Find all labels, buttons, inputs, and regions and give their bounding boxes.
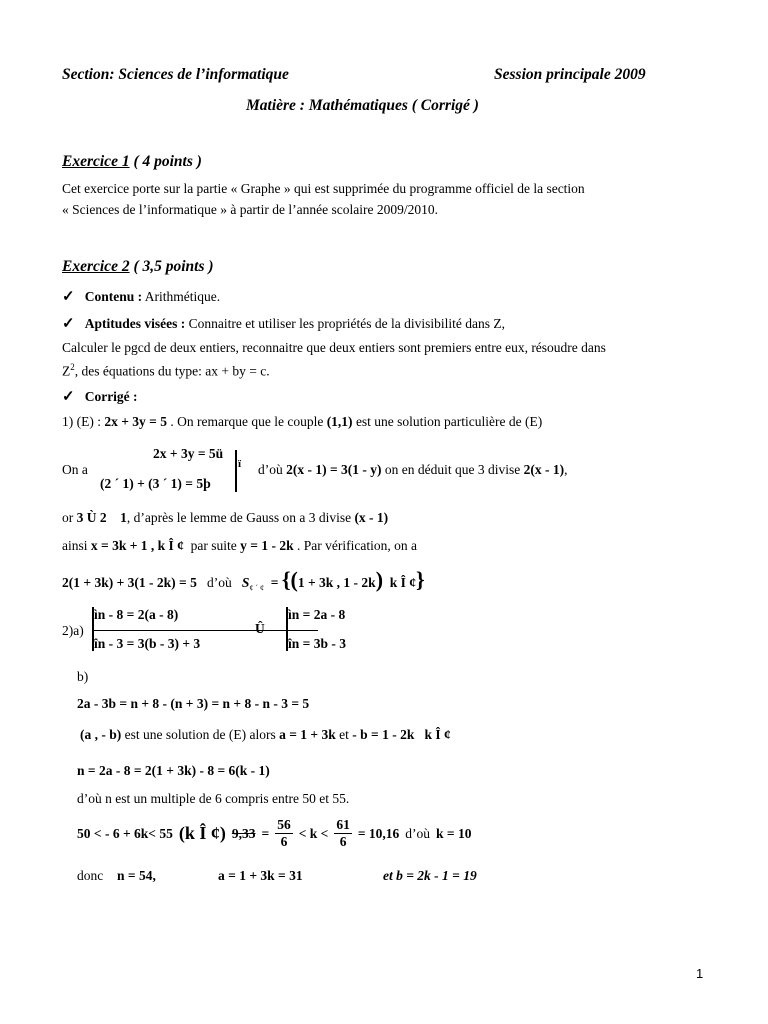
b-k: k Î ¢: [424, 727, 451, 742]
ex2-heading: [62, 258, 214, 276]
donc-label: donc: [77, 868, 104, 883]
q1-text2: est une solution particulière de (E): [355, 414, 543, 429]
b-inequality-line: [77, 817, 472, 850]
or-gauss: , d’après le lemme de Gauss on a 3 divise: [126, 510, 352, 525]
system1-line1: 2x + 3y = 5ü: [153, 446, 224, 461]
fraction-denominator: 6: [339, 834, 347, 849]
equivalence-arrow: Û: [255, 621, 265, 636]
aptitudes-line3-rest: , des équations du type: ax + by = c.: [74, 363, 270, 379]
contenu-label: Contenu :: [84, 289, 143, 304]
system1-brace-glyph: ï: [238, 458, 242, 470]
donc-b: et b = 2k - 1 = 19: [383, 868, 477, 883]
solution-set-subscript: ¢ ´ ¢: [249, 583, 265, 593]
ex1-points: ( 4 points ): [133, 153, 202, 170]
contenu-row: [62, 287, 220, 306]
donc-n: n = 54,: [117, 868, 156, 883]
system2-line1: ìn - 8 = 2(a - 8): [94, 607, 179, 622]
or-text: or: [62, 510, 74, 525]
check-icon: ✓: [62, 316, 75, 332]
corrige-row: [62, 387, 138, 406]
dou-end: ,: [564, 462, 568, 477]
aptitudes-line3: [62, 362, 270, 380]
b-couple: (a , - b): [80, 727, 122, 742]
verif-equals: =: [270, 575, 279, 590]
solution-set-pair: 1 + 3k , 1 - 2k: [297, 575, 376, 590]
ainsi-x: x = 3k + 1 , k Î ¢: [90, 538, 184, 553]
ex1-title: Exercice 1: [62, 153, 130, 170]
b-equals: =: [261, 825, 270, 841]
fraction-numerator: 56: [277, 817, 291, 832]
b-k-range: < k <: [298, 825, 329, 841]
solution-set-symbol: S: [241, 575, 250, 590]
fraction-numerator: 61: [336, 817, 350, 832]
aptitudes-label: Aptitudes visées :: [84, 316, 186, 331]
contenu-value: Arithmétique.: [144, 289, 221, 304]
dou-equation: 2(x - 1) = 3(1 - y): [286, 462, 382, 477]
ex1-line1: Cet exercice porte sur la partie « Graphe » qui est supprimée du programme officiel de la section: [62, 181, 585, 196]
check-icon: ✓: [62, 289, 75, 305]
ex2-points: ( 3,5 points ): [133, 258, 214, 275]
b-equation1: 2a - 3b = n + 8 - (n + 3) = n + 8 - n - 3 = 5: [77, 696, 310, 711]
system1-line2: (2 ´ 1) + (3 ´ 1) = 5þ: [100, 476, 211, 491]
ainsi-verif: . Par vérification, on a: [296, 538, 417, 553]
fraction-56-6: [275, 817, 293, 850]
dou-equation2: 2(x - 1): [523, 462, 565, 477]
b-inequality: 50 < - 6 + 6k< 55: [77, 825, 173, 841]
corrige-label: Corrigé :: [84, 389, 138, 404]
aptitudes-value: Connaitre et utiliser les propriétés de la divisibilité dans Z,: [188, 316, 506, 331]
or-one: 1: [120, 510, 127, 525]
verif-equation: 2(1 + 3k) + 3(1 - 2k) = 5: [62, 575, 197, 590]
b-approx2: = 10,16: [357, 825, 400, 841]
q1-equation: 2x + 3y = 5: [104, 414, 167, 429]
q1-couple: (1,1): [326, 414, 353, 429]
b-k-value: k = 10: [436, 825, 472, 841]
or-line: [62, 510, 388, 526]
ona-label: On a: [62, 462, 88, 477]
q1-text: . On remarque que le couple: [170, 414, 324, 429]
system2-right-line2: în = 3b - 3: [288, 636, 346, 651]
ex1-line2: « Sciences de l’informatique » à partir de l’année scolaire 2009/2010.: [62, 202, 438, 217]
verif-k: k Î ¢: [389, 575, 417, 590]
fraction-61-6: [334, 817, 352, 850]
b-b-value: - b = 1 - 2k: [352, 727, 415, 742]
b-k-domain: (k Î ¢): [178, 823, 226, 843]
or-expr: (x - 1): [354, 510, 389, 525]
q1-line: [62, 414, 542, 430]
b-equation3: n = 2a - 8 = 2(1 + 3k) - 8 = 6(k - 1): [77, 763, 270, 778]
b-approx1: 9,33: [231, 825, 256, 841]
verif-dou: d’où: [206, 575, 232, 590]
q1-label: 1) (E) :: [62, 414, 101, 429]
system2-line2: în - 3 = 3(b - 3) + 3: [94, 636, 201, 651]
b-a-value: a = 1 + 3k: [279, 727, 336, 742]
check-icon: ✓: [62, 389, 75, 405]
verif-close-paren: ): [375, 567, 384, 592]
ainsi-suite: par suite: [190, 538, 237, 553]
ainsi-line: [62, 538, 417, 554]
system2-separator: [94, 630, 318, 631]
or-coprime: 3 Ù 2: [76, 510, 107, 525]
verif-line: [62, 567, 425, 593]
page-number: 1: [696, 966, 704, 981]
q2b-label: b): [77, 669, 89, 684]
verif-open-brace: {(: [281, 567, 298, 592]
header-section: Section: Sciences de l’informatique: [62, 66, 289, 83]
header-matiere: Matière : Mathématiques ( Corrigé ): [246, 97, 479, 114]
ex1-heading: [62, 153, 202, 171]
z-exponent: 2: [70, 362, 75, 372]
ainsi-text: ainsi: [62, 538, 88, 553]
header-session: Session principale 2009: [494, 66, 646, 83]
z-symbol: Z: [62, 363, 71, 379]
b-text: est une solution de (E) alors: [124, 727, 276, 742]
b-dou: d’où: [405, 825, 431, 841]
b-et: et: [339, 727, 349, 742]
q2a-label: 2)a): [62, 623, 84, 638]
donc-a: a = 1 + 3k = 31: [218, 868, 303, 883]
dou-text: d’où: [258, 462, 283, 477]
system2-right-line1: ìn = 2a - 8: [288, 607, 346, 622]
dou-rest: on en déduit que 3 divise: [384, 462, 521, 477]
verif-close-brace: }: [416, 567, 425, 592]
aptitudes-line2: Calculer le pgcd de deux entiers, reconnaitre que deux entiers sont premiers entre eux, résoudre dans: [62, 340, 606, 355]
b-line2: [80, 727, 451, 743]
system1-conclusion: [258, 462, 568, 478]
b-line4: d’où n est un multiple de 6 compris entre 50 et 55.: [77, 791, 350, 806]
aptitudes-row: [62, 314, 505, 333]
fraction-denominator: 6: [280, 834, 288, 849]
ex2-title: Exercice 2: [62, 258, 130, 275]
ainsi-y: y = 1 - 2k: [240, 538, 294, 553]
system1-brace: [235, 450, 237, 492]
